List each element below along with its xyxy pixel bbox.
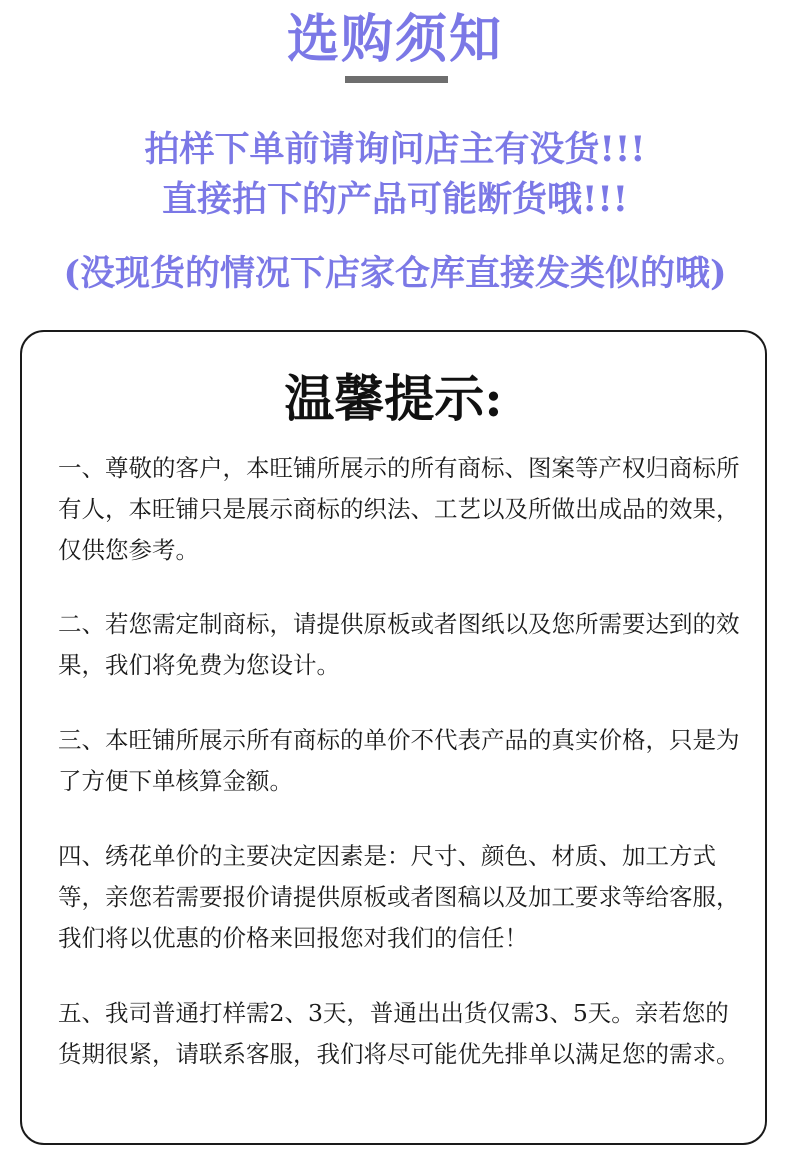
notice-line-3: (没现货的情况下店家仓库直接发类似的哦): [63, 253, 727, 294]
notice-line-1: 拍样下单前请询问店主有没货!!!: [144, 129, 646, 170]
tips-box: [20, 330, 767, 1145]
tip-item-4: 四、绣花单价的主要决定因素是：尺寸、颜色、材质、加工方式等，亲您若需要报价请提供原板或者图稿以及加工要求等给客服，我们将以优惠的价格来回报您对我们的信任！: [58, 842, 740, 952]
tip-item-5: 五、我司普通打样需2、3天，普通出出货仅需3、5天。亲若您的货期很紧，请联系客服，我们将尽可能优先排单以满足您的需求。: [58, 999, 740, 1068]
tips-title: 温馨提示:: [284, 369, 503, 428]
notice-line-2: 直接拍下的产品可能断货哦!!!: [161, 179, 629, 220]
tip-item-2: 二、若您需定制商标，请提供原板或者图纸以及您所需要达到的效果，我们将免费为您设计。: [58, 610, 740, 679]
tip-item-1: 一、尊敬的客户，本旺铺所展示的所有商标、图案等产权归商标所有人，本旺铺只是展示商标的织法、工艺以及所做出成品的效果，仅供您参考。: [58, 454, 740, 564]
tip-item-3: 三、本旺铺所展示所有商标的单价不代表产品的真实价格，只是为了方便下单核算金额。: [58, 726, 740, 795]
page-title: 选购须知: [286, 9, 503, 70]
title-underline: [345, 76, 448, 83]
